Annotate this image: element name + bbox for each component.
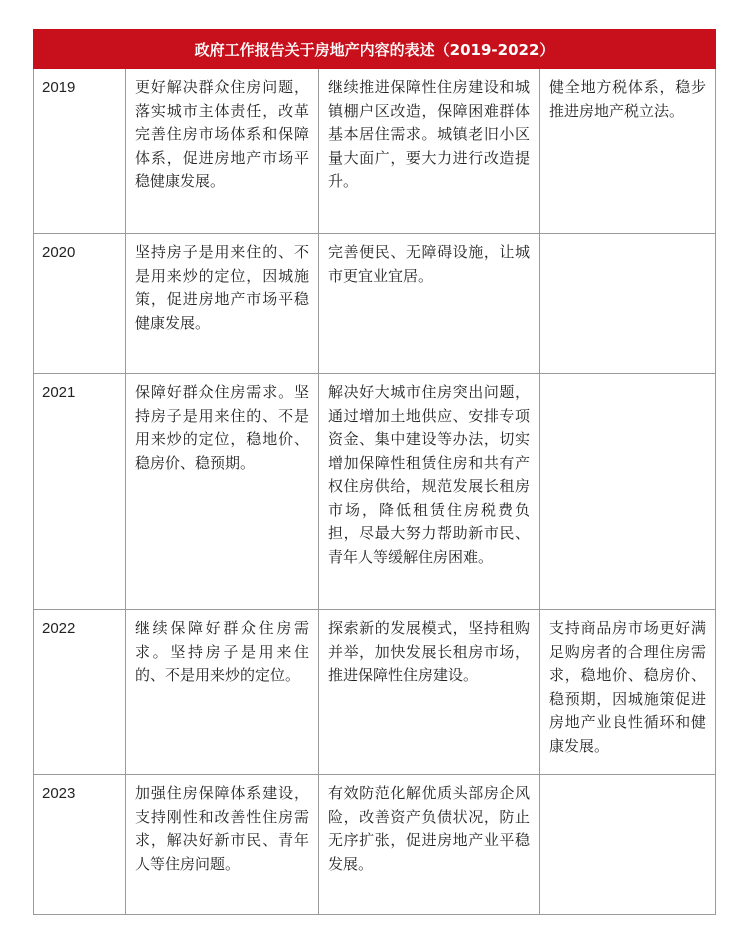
policy-table xyxy=(33,29,716,915)
statement-cell: 有效防范化解优质头部房企风险，改善资产负债状况，防止无序扩张，促进房地产业平稳发展。 xyxy=(319,775,540,915)
statement-cell: 保障好群众住房需求。坚持房子是用来住的、不是用来炒的定位，稳地价、稳房价、稳预期。 xyxy=(126,374,319,610)
statement-cell: 健全地方税体系，稳步推进房地产税立法。 xyxy=(540,69,716,234)
policy-table-container xyxy=(33,29,715,915)
table-header-row xyxy=(34,30,716,69)
statement-cell: 解决好大城市住房突出问题，通过增加土地供应、安排专项资金、集中建设等办法，切实增加保障性租赁住房和共有产权住房供给，规范发展长租房市场，降低租赁住房税费负担，尽最大努力帮助新市民、青年人等缓解住房困难。 xyxy=(319,374,540,610)
year-cell: 2023 xyxy=(34,775,126,915)
table-row xyxy=(34,775,716,915)
table-row xyxy=(34,610,716,775)
year-cell: 2020 xyxy=(34,234,126,374)
table-row xyxy=(34,374,716,610)
table-title: 政府工作报告关于房地产内容的表述（2019-2022） xyxy=(34,30,716,69)
statement-cell: 继续推进保障性住房建设和城镇棚户区改造，保障困难群体基本居住需求。城镇老旧小区量大面广，要大力进行改造提升。 xyxy=(319,69,540,234)
statement-cell: 更好解决群众住房问题，落实城市主体责任，改革完善住房市场体系和保障体系，促进房地产市场平稳健康发展。 xyxy=(126,69,319,234)
statement-cell: 坚持房子是用来住的、不是用来炒的定位，因城施策，促进房地产市场平稳健康发展。 xyxy=(126,234,319,374)
statement-cell: 完善便民、无障碍设施，让城市更宜业宜居。 xyxy=(319,234,540,374)
statement-cell xyxy=(540,775,716,915)
statement-cell: 支持商品房市场更好满足购房者的合理住房需求，稳地价、稳房价、稳预期，因城施策促进房地产业良性循环和健康发展。 xyxy=(540,610,716,775)
statement-cell: 继续保障好群众住房需求。坚持房子是用来住的、不是用来炒的定位。 xyxy=(126,610,319,775)
year-cell: 2022 xyxy=(34,610,126,775)
year-cell: 2021 xyxy=(34,374,126,610)
year-cell: 2019 xyxy=(34,69,126,234)
table-row xyxy=(34,69,716,234)
statement-cell: 加强住房保障体系建设，支持刚性和改善性住房需求，解决好新市民、青年人等住房问题。 xyxy=(126,775,319,915)
statement-cell: 探索新的发展模式，坚持租购并举，加快发展长租房市场，推进保障性住房建设。 xyxy=(319,610,540,775)
statement-cell xyxy=(540,234,716,374)
table-row xyxy=(34,234,716,374)
statement-cell xyxy=(540,374,716,610)
